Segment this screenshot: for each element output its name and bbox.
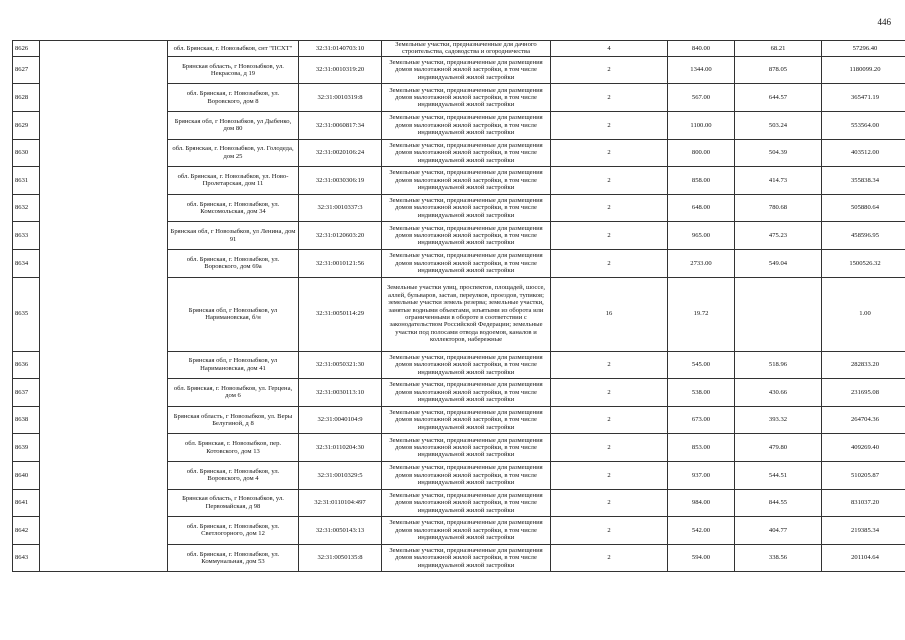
table-row	[13, 517, 905, 545]
unit-value-cell: 404.77	[735, 517, 822, 545]
table-row	[13, 112, 905, 140]
area-cell: 800.00	[668, 139, 735, 167]
table-row	[13, 84, 905, 112]
cadastral-value-cell: 355838.34	[822, 167, 905, 195]
address-cell: обл. Брянская, г. Новозыбков, ул. Герцена, дом 6	[168, 379, 299, 407]
spacer-cell	[40, 112, 168, 140]
address-cell: обл. Брянская, г. Новозыбков, снт "ПСХТ"	[168, 41, 299, 57]
category-cell: 2	[551, 544, 668, 572]
cadastral-number-cell: 32:31:0110104:497	[299, 489, 382, 517]
address-cell: Брянская обл, г Новозыбков, ул Ленина, дом 91	[168, 222, 299, 250]
cadastral-value-cell: 831037.20	[822, 489, 905, 517]
table-row	[13, 434, 905, 462]
cadastral-number-cell: 32:31:0010319:8	[299, 84, 382, 112]
address-cell: Брянская область, г Новозыбков, ул. Некрасова, д 19	[168, 56, 299, 84]
cadastral-value-cell: 231695.08	[822, 379, 905, 407]
table-row	[13, 56, 905, 84]
area-cell: 853.00	[668, 434, 735, 462]
spacer-cell	[40, 41, 168, 57]
unit-value-cell: 780.68	[735, 194, 822, 222]
cadastral-value-cell: 219385.34	[822, 517, 905, 545]
land-use-cell: Земельные участки, предназначенные для размещения домов малоэтажной жилой застройки, в том числе индивидуальной жилой застройки	[382, 434, 551, 462]
table-row	[13, 41, 905, 57]
category-cell: 2	[551, 167, 668, 195]
land-use-cell: Земельные участки, предназначенные для размещения домов малоэтажной жилой застройки, в том числе индивидуальной жилой застройки	[382, 489, 551, 517]
address-cell: обл. Брянская, г. Новозыбков, ул. Воровского, дом 4	[168, 461, 299, 489]
row-number: 8635	[13, 277, 40, 351]
table-row	[13, 277, 905, 351]
area-cell: 648.00	[668, 194, 735, 222]
land-use-cell: Земельные участки, предназначенные для размещения домов малоэтажной жилой застройки, в том числе индивидуальной жилой застройки	[382, 351, 551, 379]
category-cell: 2	[551, 379, 668, 407]
land-use-cell: Земельные участки, предназначенные для размещения домов малоэтажной жилой застройки, в том числе индивидуальной жилой застройки	[382, 517, 551, 545]
address-cell: обл. Брянская, г. Новозыбков, ул. Комсомольская, дом 34	[168, 194, 299, 222]
cadastral-value-cell: 1.00	[822, 277, 905, 351]
area-cell: 673.00	[668, 406, 735, 434]
cadastral-value-cell: 403512.00	[822, 139, 905, 167]
table-row	[13, 461, 905, 489]
row-number: 8640	[13, 461, 40, 489]
cadastral-number-cell: 32:31:0050321:30	[299, 351, 382, 379]
area-cell: 984.00	[668, 489, 735, 517]
area-cell: 542.00	[668, 517, 735, 545]
land-use-cell: Земельные участки, предназначенные для размещения домов малоэтажной жилой застройки, в том числе индивидуальной жилой застройки	[382, 249, 551, 277]
row-number: 8637	[13, 379, 40, 407]
cadastral-value-cell: 553564.00	[822, 112, 905, 140]
land-use-cell: Земельные участки, предназначенные для размещения домов малоэтажной жилой застройки, в том числе индивидуальной жилой застройки	[382, 222, 551, 250]
category-cell: 2	[551, 222, 668, 250]
cadastral-number-cell: 32:31:0110204:30	[299, 434, 382, 462]
area-cell: 538.00	[668, 379, 735, 407]
cadastral-number-cell: 32:31:0140703:10	[299, 41, 382, 57]
table-row	[13, 351, 905, 379]
cadastral-number-cell: 32:31:0030306:19	[299, 167, 382, 195]
cadastral-value-cell: 57296.40	[822, 41, 905, 57]
address-cell: Брянская область, г Новозыбков, ул. Первомайская, д 98	[168, 489, 299, 517]
unit-value-cell: 68.21	[735, 41, 822, 57]
area-cell: 840.00	[668, 41, 735, 57]
cadastral-value-cell: 510205.87	[822, 461, 905, 489]
land-use-cell: Земельные участки, предназначенные для дачного строительства, садоводства и огородничества	[382, 41, 551, 57]
land-use-cell: Земельные участки, предназначенные для размещения домов малоэтажной жилой застройки, в том числе индивидуальной жилой застройки	[382, 461, 551, 489]
category-cell: 2	[551, 489, 668, 517]
address-cell: обл. Брянская, г. Новозыбков, ул. Воровского, дом 69а	[168, 249, 299, 277]
address-cell: обл. Брянская, г. Новозыбков, ул. Ново-Пролетарская, дом 11	[168, 167, 299, 195]
area-cell: 1344.00	[668, 56, 735, 84]
spacer-cell	[40, 517, 168, 545]
land-use-cell: Земельные участки, предназначенные для размещения домов малоэтажной жилой застройки, в том числе индивидуальной жилой застройки	[382, 167, 551, 195]
unit-value-cell: 430.66	[735, 379, 822, 407]
spacer-cell	[40, 379, 168, 407]
cadastral-number-cell: 32:31:0010337:3	[299, 194, 382, 222]
area-cell: 567.00	[668, 84, 735, 112]
row-number: 8633	[13, 222, 40, 250]
unit-value-cell: 504.39	[735, 139, 822, 167]
category-cell: 2	[551, 517, 668, 545]
address-cell: обл. Брянская, г. Новозыбков, ул. Воровского, дом 8	[168, 84, 299, 112]
row-number: 8626	[13, 41, 40, 57]
unit-value-cell: 844.55	[735, 489, 822, 517]
row-number: 8639	[13, 434, 40, 462]
spacer-cell	[40, 461, 168, 489]
row-number: 8630	[13, 139, 40, 167]
land-use-cell: Земельные участки, предназначенные для размещения домов малоэтажной жилой застройки, в том числе индивидуальной жилой застройки	[382, 406, 551, 434]
unit-value-cell: 549.04	[735, 249, 822, 277]
unit-value-cell: 878.05	[735, 56, 822, 84]
table-row	[13, 222, 905, 250]
cadastral-value-cell: 1500526.32	[822, 249, 905, 277]
area-cell: 2733.00	[668, 249, 735, 277]
area-cell: 594.00	[668, 544, 735, 572]
cadastral-value-cell: 1180099.20	[822, 56, 905, 84]
category-cell: 2	[551, 406, 668, 434]
table-row	[13, 406, 905, 434]
cadastral-number-cell: 32:31:0120603:20	[299, 222, 382, 250]
table-row	[13, 139, 905, 167]
cadastral-value-table	[12, 40, 905, 572]
area-cell: 937.00	[668, 461, 735, 489]
spacer-cell	[40, 434, 168, 462]
address-cell: обл. Брянская, г. Новозыбков, пер. Котовского, дом 13	[168, 434, 299, 462]
land-use-cell: Земельные участки, предназначенные для размещения домов малоэтажной жилой застройки, в том числе индивидуальной жилой застройки	[382, 379, 551, 407]
cadastral-number-cell: 32:31:0010121:56	[299, 249, 382, 277]
row-number: 8634	[13, 249, 40, 277]
spacer-cell	[40, 544, 168, 572]
row-number: 8636	[13, 351, 40, 379]
address-cell: Брянская обл, г Новозыбков, ул Наримановская, б/н	[168, 277, 299, 351]
spacer-cell	[40, 222, 168, 250]
table-row	[13, 167, 905, 195]
cadastral-value-cell: 365471.19	[822, 84, 905, 112]
address-cell: Брянская обл, г Новозыбков, ул Наримановская, дом 41	[168, 351, 299, 379]
category-cell: 16	[551, 277, 668, 351]
category-cell: 2	[551, 461, 668, 489]
land-use-cell: Земельные участки, предназначенные для размещения домов малоэтажной жилой застройки, в том числе индивидуальной жилой застройки	[382, 56, 551, 84]
address-cell: обл. Брянская, г. Новозыбков, ул. Светлогорного, дом 12	[168, 517, 299, 545]
address-cell: обл. Брянская, г. Новозыбков, ул. Коммунальная, дом 53	[168, 544, 299, 572]
unit-value-cell: 479.80	[735, 434, 822, 462]
cadastral-number-cell: 32:31:0050114:29	[299, 277, 382, 351]
cadastral-value-cell: 505880.64	[822, 194, 905, 222]
area-cell: 19.72	[668, 277, 735, 351]
area-cell: 545.00	[668, 351, 735, 379]
row-number: 8632	[13, 194, 40, 222]
category-cell: 2	[551, 84, 668, 112]
spacer-cell	[40, 84, 168, 112]
category-cell: 2	[551, 194, 668, 222]
cadastral-value-cell: 409269.40	[822, 434, 905, 462]
cadastral-number-cell: 32:31:0050143:13	[299, 517, 382, 545]
land-use-cell: Земельные участки, предназначенные для размещения домов малоэтажной жилой застройки, в том числе индивидуальной жилой застройки	[382, 139, 551, 167]
page-number: 446	[877, 17, 891, 27]
address-cell: Брянская область, г Новозыбков, ул. Веры Белугиной, д 8	[168, 406, 299, 434]
spacer-cell	[40, 139, 168, 167]
category-cell: 2	[551, 56, 668, 84]
row-number: 8642	[13, 517, 40, 545]
row-number: 8627	[13, 56, 40, 84]
table-row	[13, 249, 905, 277]
row-number: 8641	[13, 489, 40, 517]
cadastral-number-cell: 32:31:0010319:20	[299, 56, 382, 84]
cadastral-number-cell: 32:31:0010329:5	[299, 461, 382, 489]
unit-value-cell: 338.56	[735, 544, 822, 572]
land-use-cell: Земельные участки, предназначенные для размещения домов малоэтажной жилой застройки, в том числе индивидуальной жилой застройки	[382, 112, 551, 140]
land-use-cell: Земельные участки, предназначенные для размещения домов малоэтажной жилой застройки, в том числе индивидуальной жилой застройки	[382, 544, 551, 572]
spacer-cell	[40, 167, 168, 195]
row-number: 8629	[13, 112, 40, 140]
area-cell: 965.00	[668, 222, 735, 250]
row-number: 8643	[13, 544, 40, 572]
cadastral-value-cell: 282833.20	[822, 351, 905, 379]
area-cell: 1100.00	[668, 112, 735, 140]
spacer-cell	[40, 406, 168, 434]
table-row	[13, 194, 905, 222]
land-use-cell: Земельные участки улиц, проспектов, площадей, шоссе, аллей, бульваров, застав, переулков, проездов, тупиков; земельные участки земель резерва; земельные участки, занятые водными объектами, изъятыми из оборота или ограниченными в обороте в соответствии с законодательством Российской Федерации; земельные участки под полосами отвода водоемов, каналов и коллекторов, набережные	[382, 277, 551, 351]
spacer-cell	[40, 277, 168, 351]
cadastral-value-cell: 458596.95	[822, 222, 905, 250]
cadastral-number-cell: 32:31:0040104:9	[299, 406, 382, 434]
unit-value-cell: 475.23	[735, 222, 822, 250]
unit-value-cell: 644.57	[735, 84, 822, 112]
cadastral-number-cell: 32:31:0050135:8	[299, 544, 382, 572]
category-cell: 2	[551, 112, 668, 140]
spacer-cell	[40, 489, 168, 517]
cadastral-number-cell: 32:31:0020106:24	[299, 139, 382, 167]
cadastral-value-cell: 264704.36	[822, 406, 905, 434]
cadastral-number-cell: 32:31:0030113:10	[299, 379, 382, 407]
spacer-cell	[40, 351, 168, 379]
category-cell: 2	[551, 139, 668, 167]
row-number: 8631	[13, 167, 40, 195]
unit-value-cell	[735, 277, 822, 351]
table-row	[13, 544, 905, 572]
unit-value-cell: 544.51	[735, 461, 822, 489]
table-row	[13, 379, 905, 407]
row-number: 8638	[13, 406, 40, 434]
category-cell: 2	[551, 249, 668, 277]
unit-value-cell: 518.96	[735, 351, 822, 379]
category-cell: 2	[551, 434, 668, 462]
spacer-cell	[40, 194, 168, 222]
land-use-cell: Земельные участки, предназначенные для размещения домов малоэтажной жилой застройки, в том числе индивидуальной жилой застройки	[382, 194, 551, 222]
table-body	[13, 41, 905, 572]
unit-value-cell: 503.24	[735, 112, 822, 140]
address-cell: обл. Брянская, г. Новозыбков, ул. Голодеда, дом 25	[168, 139, 299, 167]
cadastral-value-cell: 201104.64	[822, 544, 905, 572]
unit-value-cell: 414.73	[735, 167, 822, 195]
unit-value-cell: 393.32	[735, 406, 822, 434]
category-cell: 2	[551, 351, 668, 379]
table-row	[13, 489, 905, 517]
cadastral-number-cell: 32:31:0060817:34	[299, 112, 382, 140]
spacer-cell	[40, 249, 168, 277]
land-use-cell: Земельные участки, предназначенные для размещения домов малоэтажной жилой застройки, в том числе индивидуальной жилой застройки	[382, 84, 551, 112]
area-cell: 858.00	[668, 167, 735, 195]
row-number: 8628	[13, 84, 40, 112]
spacer-cell	[40, 56, 168, 84]
category-cell: 4	[551, 41, 668, 57]
address-cell: Брянская обл, г Новозыбков, ул Дыбенко, дом 80	[168, 112, 299, 140]
